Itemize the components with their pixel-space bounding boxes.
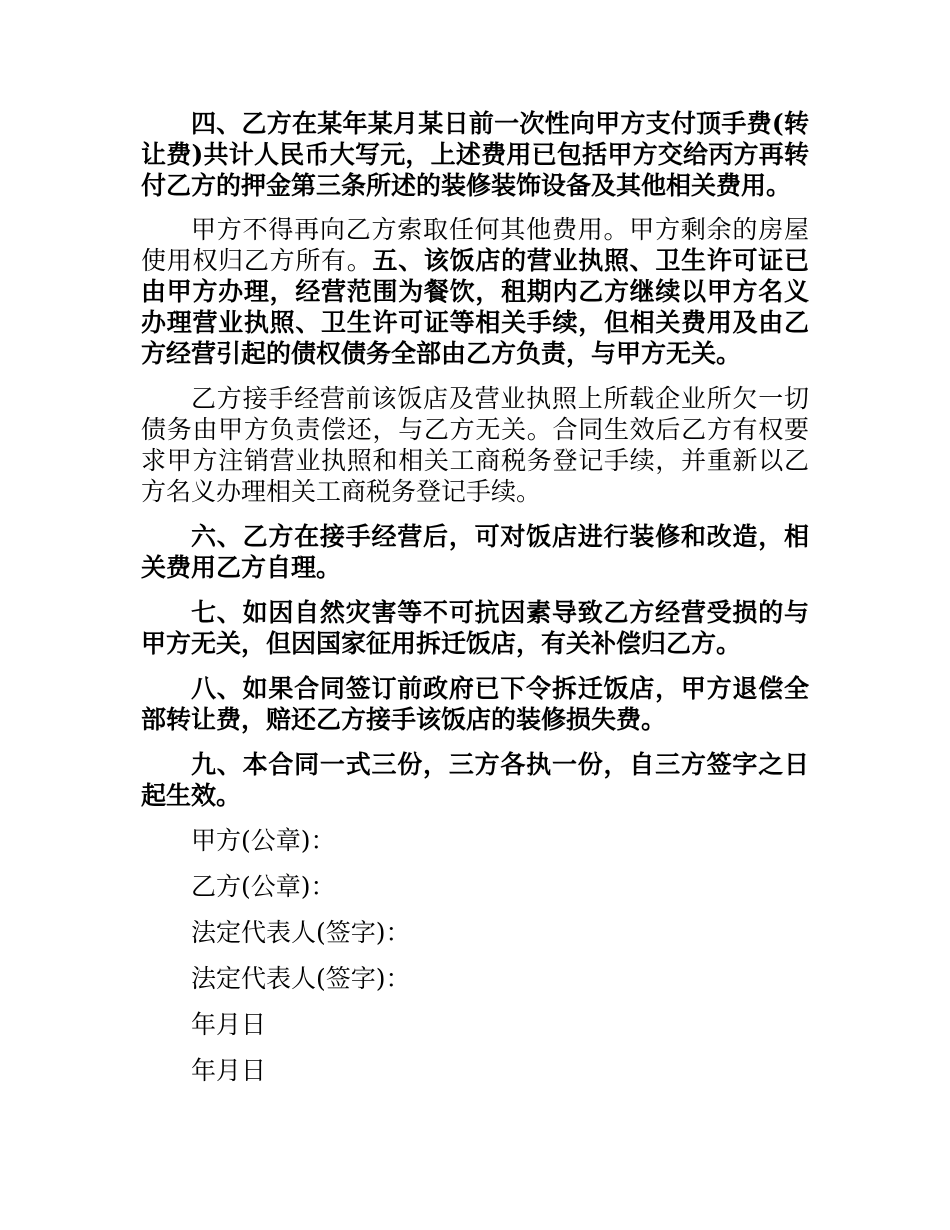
clause-7: 七、如因自然灾害等不可抗因素导致乙方经营受损的与甲方无关，但因国家征用拆迁饭店，有关补偿归乙方。	[141, 598, 809, 658]
legal-rep-b-signature: 法定代表人(签字)：	[191, 964, 411, 993]
party-a-seal: 甲方(公章)：	[191, 826, 336, 855]
date-line-a: 年月日	[191, 1010, 267, 1039]
clause-6: 六、乙方在接手经营后，可对饭店进行装修和改造，相关费用乙方自理。	[141, 522, 809, 582]
clause-9: 九、本合同一式三份，三方各执一份，自三方签字之日起生效。	[141, 750, 809, 810]
party-b-seal: 乙方(公章)：	[191, 872, 336, 901]
clause-4: 四、乙方在某年某月某日前一次性向甲方支付顶手费(转让费)共计人民币大写元，上述费用已包括甲方交给丙方再转付乙方的押金第三条所述的装修装饰设备及其他相关费用。	[141, 109, 809, 200]
clause-5-note: 乙方接手经营前该饭店及营业执照上所载企业所欠一切债务由甲方负责偿还，与乙方无关。合同生效后乙方有权要求甲方注销营业执照和相关工商税务登记手续，并重新以乙方名义办理相关工商税务登记手续。	[141, 384, 809, 506]
document-page	[141, 108, 809, 1101]
signature-block	[141, 825, 809, 1086]
clause-5: 五、该饭店的营业执照、卫生许可证已由甲方办理，经营范围为餐饮，租期内乙方继续以甲方名义办理营业执照、卫生许可证等相关手续，但相关费用及由乙方经营引起的债权债务全部由乙方负责，与甲方无关。	[141, 246, 809, 368]
legal-rep-a-signature: 法定代表人(签字)：	[191, 918, 411, 947]
date-line-b: 年月日	[191, 1056, 267, 1085]
clause-8: 八、如果合同签订前政府已下令拆迁饭店，甲方退偿全部转让费，赔还乙方接手该饭店的装修损失费。	[141, 674, 809, 734]
clause-4-5-paragraph	[141, 214, 809, 369]
clause-4-note: 甲方不得再向乙方索取任何其他费用。甲方剩余的房屋使用权归乙方所有。	[141, 215, 809, 275]
